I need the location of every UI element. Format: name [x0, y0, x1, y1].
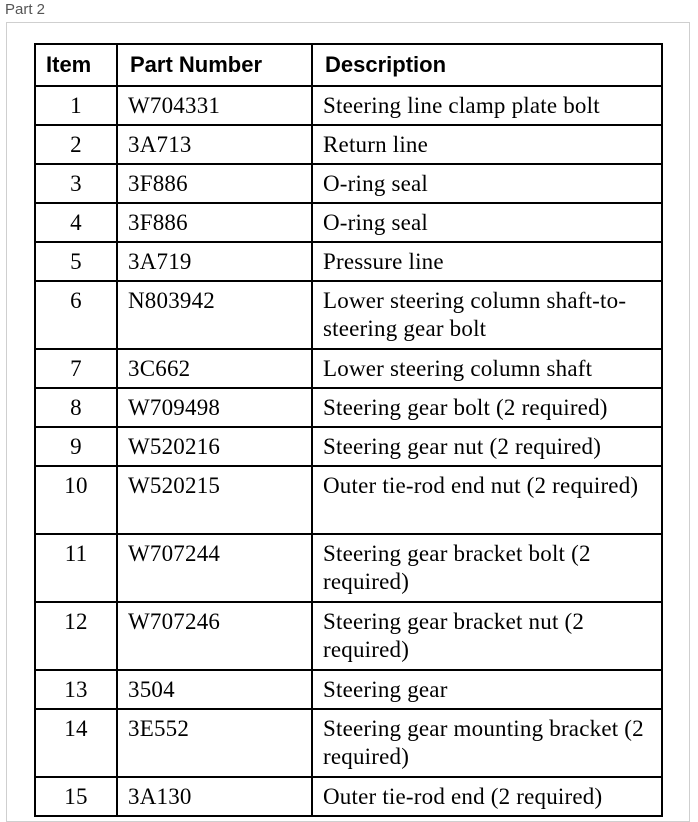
- cell-part-number: W709498: [117, 388, 312, 427]
- cell-item: 3: [35, 164, 117, 203]
- cell-part-number: W520216: [117, 427, 312, 466]
- table-row: [35, 388, 662, 427]
- cell-description: Outer tie-rod end (2 required): [312, 777, 662, 816]
- header-item: Item: [35, 44, 117, 86]
- cell-part-number: W704331: [117, 86, 312, 125]
- cell-item: 6: [35, 281, 117, 349]
- table-row: [35, 534, 662, 602]
- cell-description: Lower steering column shaft-to-steering gear bolt: [312, 281, 662, 349]
- header-part-number: Part Number: [117, 44, 312, 86]
- table-row: [35, 86, 662, 125]
- cell-part-number: 3A719: [117, 242, 312, 281]
- header-description: Description: [312, 44, 662, 86]
- cell-part-number: 3F886: [117, 203, 312, 242]
- cell-description: Steering line clamp plate bolt: [312, 86, 662, 125]
- cell-part-number: 3A130: [117, 777, 312, 816]
- table-row: [35, 709, 662, 777]
- parts-table: [34, 43, 663, 817]
- cell-item: 11: [35, 534, 117, 602]
- cell-part-number: N803942: [117, 281, 312, 349]
- cell-item: 9: [35, 427, 117, 466]
- cell-description: Steering gear bracket nut (2 required): [312, 602, 662, 670]
- cell-description: Return line: [312, 125, 662, 164]
- cell-description: Steering gear: [312, 670, 662, 709]
- cell-item: 4: [35, 203, 117, 242]
- table-row: [35, 466, 662, 534]
- cell-item: 10: [35, 466, 117, 534]
- cell-description: Steering gear bolt (2 required): [312, 388, 662, 427]
- cell-description: O-ring seal: [312, 164, 662, 203]
- cell-item: 2: [35, 125, 117, 164]
- table-row: [35, 602, 662, 670]
- cell-description: Outer tie-rod end nut (2 required): [312, 466, 662, 534]
- cell-description: Steering gear mounting bracket (2 required): [312, 709, 662, 777]
- cell-description: Steering gear nut (2 required): [312, 427, 662, 466]
- table-row: [35, 164, 662, 203]
- table-row: [35, 670, 662, 709]
- cell-description: Pressure line: [312, 242, 662, 281]
- cell-part-number: W520215: [117, 466, 312, 534]
- table-row: [35, 427, 662, 466]
- table-row: [35, 125, 662, 164]
- cell-part-number: 3A713: [117, 125, 312, 164]
- cell-part-number: 3504: [117, 670, 312, 709]
- cell-item: 1: [35, 86, 117, 125]
- cell-item: 13: [35, 670, 117, 709]
- cell-part-number: 3E552: [117, 709, 312, 777]
- table-row: [35, 203, 662, 242]
- cell-description: Steering gear bracket bolt (2 required): [312, 534, 662, 602]
- table-row: [35, 281, 662, 349]
- page-label: Part 2: [5, 1, 46, 18]
- cell-description: Lower steering column shaft: [312, 349, 662, 388]
- cell-part-number: 3F886: [117, 164, 312, 203]
- cell-item: 7: [35, 349, 117, 388]
- table-row: [35, 242, 662, 281]
- table-header-row: [35, 44, 662, 86]
- table-row: [35, 777, 662, 816]
- cell-part-number: W707246: [117, 602, 312, 670]
- cell-item: 12: [35, 602, 117, 670]
- cell-item: 8: [35, 388, 117, 427]
- cell-item: 15: [35, 777, 117, 816]
- cell-part-number: W707244: [117, 534, 312, 602]
- cell-description: O-ring seal: [312, 203, 662, 242]
- table-row: [35, 349, 662, 388]
- cell-item: 5: [35, 242, 117, 281]
- cell-item: 14: [35, 709, 117, 777]
- cell-part-number: 3C662: [117, 349, 312, 388]
